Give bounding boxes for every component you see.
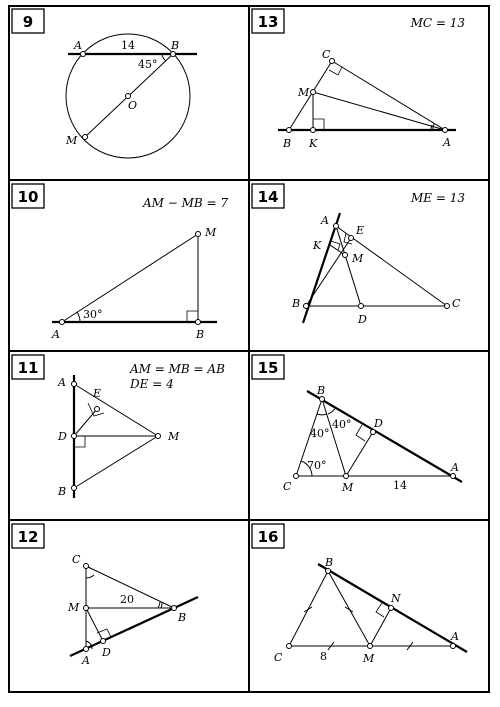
problem-number: 11 [17, 359, 39, 377]
label-m: M [68, 601, 80, 614]
point-d [101, 639, 106, 644]
point-e [95, 407, 100, 412]
label-c: C [452, 297, 461, 310]
label-b: B [317, 384, 326, 397]
label-m: M [363, 652, 375, 665]
label-o: O [128, 99, 138, 112]
point-b [320, 397, 325, 402]
length-mb: 20 [120, 593, 134, 606]
label-k: K [309, 137, 318, 150]
label-a: A [451, 630, 459, 643]
point-m [311, 90, 316, 95]
point-a [451, 474, 456, 479]
point-c [445, 304, 450, 309]
label-b: B [196, 328, 205, 341]
condition: AM − MB = 7 [142, 196, 228, 210]
label-b: B [58, 485, 67, 498]
angle-value-1: 40° [310, 427, 330, 440]
label-a: A [451, 461, 459, 474]
label-b: B [283, 137, 292, 150]
point-d [72, 434, 77, 439]
length-ab: 14 [121, 39, 135, 52]
length-cm: 8 [320, 650, 327, 663]
problem-number: 15 [257, 359, 279, 377]
label-c: C [283, 480, 292, 493]
label-m: M [298, 86, 310, 99]
problem-number: 10 [17, 188, 39, 206]
label-n: N [391, 592, 401, 605]
point-c [84, 564, 89, 569]
angle-value: 30° [83, 308, 103, 321]
label-a: A [58, 376, 66, 389]
label-b: B [292, 297, 301, 310]
point-b [196, 320, 201, 325]
label-d: D [58, 430, 67, 443]
angle-value: 45° [138, 58, 158, 71]
condition-line-1: AM = MB = AB [130, 362, 225, 376]
point-m [343, 253, 348, 258]
label-d: D [358, 313, 367, 326]
point-b [172, 606, 177, 611]
point-m [83, 135, 88, 140]
label-m: M [352, 252, 364, 265]
label-d: D [102, 646, 111, 659]
angle-value-3: 70° [307, 459, 327, 472]
point-m [196, 232, 201, 237]
point-a [60, 320, 65, 325]
point-c [287, 644, 292, 649]
label-a: A [82, 654, 90, 667]
label-b: B [325, 556, 334, 569]
point-a [72, 382, 77, 387]
point-b [72, 486, 77, 491]
label-a: A [74, 39, 82, 52]
problem-number: 14 [257, 188, 279, 206]
point-a [334, 224, 339, 229]
length-ma: 14 [393, 479, 407, 492]
label-d: D [374, 417, 383, 430]
point-a [81, 52, 86, 57]
condition: ME = 13 [411, 191, 465, 205]
point-d [359, 304, 364, 309]
angle-value-2: 40° [332, 418, 352, 431]
point-m [156, 434, 161, 439]
problem-number: 13 [257, 13, 279, 31]
label-m: M [168, 430, 180, 443]
label-k: K [313, 239, 322, 252]
point-m [84, 606, 89, 611]
problem-number: 12 [17, 528, 39, 546]
label-c: C [72, 553, 81, 566]
point-k [311, 128, 316, 133]
label-e: E [356, 224, 365, 237]
label-a: A [321, 214, 329, 227]
point-b [304, 304, 309, 309]
label-a: A [443, 136, 451, 149]
point-a [84, 647, 89, 652]
label-e: E [93, 387, 102, 400]
point-b [326, 569, 331, 574]
label-m: M [342, 481, 354, 494]
point-c [294, 474, 299, 479]
condition: MC = 13 [410, 16, 465, 30]
point-m [344, 474, 349, 479]
label-a: A [52, 328, 60, 341]
point-m [368, 644, 373, 649]
label-m: M [205, 226, 217, 239]
label-b: B [171, 39, 180, 52]
point-e [349, 236, 354, 241]
label-b: B [178, 611, 187, 624]
problem-number: 9 [22, 13, 34, 31]
condition-line-2: DE = 4 [130, 377, 174, 391]
label-c: C [274, 651, 283, 664]
label-m: M [66, 134, 78, 147]
point-b [171, 52, 176, 57]
point-b [287, 128, 292, 133]
point-a [451, 644, 456, 649]
point-d [371, 430, 376, 435]
point-a [443, 128, 448, 133]
point-n [389, 606, 394, 611]
point-o [126, 94, 131, 99]
label-c: C [322, 48, 331, 61]
problem-number: 16 [257, 528, 279, 546]
